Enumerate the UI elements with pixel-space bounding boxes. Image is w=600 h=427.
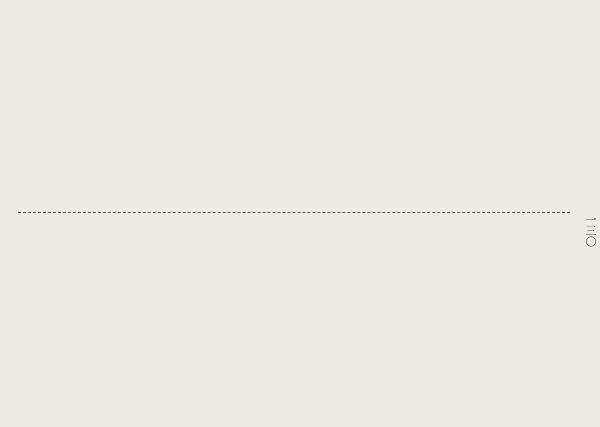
entry-column: [377, 6, 404, 210]
entry-column: [211, 6, 238, 210]
entry-column: [18, 6, 45, 210]
entry-column: [350, 6, 377, 210]
entry-column: [18, 220, 45, 420]
entry-column: [267, 6, 294, 210]
entry-column: [129, 6, 156, 210]
entry-column: [239, 6, 266, 210]
entry-column: [267, 220, 294, 420]
entry-column: [46, 6, 73, 210]
entry-column: [156, 6, 183, 210]
entry-column: [543, 6, 570, 210]
entry-column: [460, 220, 487, 420]
entry-column: [184, 220, 211, 420]
page-number: 一三〇: [584, 214, 597, 247]
entry-column: [405, 220, 432, 420]
entry-column: [515, 6, 542, 210]
entry-column: [73, 6, 100, 210]
entry-column: [73, 220, 100, 420]
entry-column: [460, 6, 487, 210]
entry-column: [184, 6, 211, 210]
entry-column: [101, 6, 128, 210]
entry-column: [515, 220, 542, 420]
entry-column: [239, 220, 266, 420]
bottom-register-band: [18, 220, 570, 420]
entry-column: [211, 220, 238, 420]
entry-column: [46, 220, 73, 420]
entry-column: [322, 6, 349, 210]
entry-column: [294, 6, 321, 210]
entry-column: [156, 220, 183, 420]
entry-column: [294, 220, 321, 420]
entry-column: [543, 220, 570, 420]
entry-column: [377, 220, 404, 420]
entry-column: [432, 220, 459, 420]
band-divider: [18, 212, 570, 213]
entry-column: [322, 220, 349, 420]
entry-column: [129, 220, 156, 420]
entry-column: [101, 220, 128, 420]
entry-column: [488, 220, 515, 420]
top-register-band: [18, 6, 570, 210]
entry-column: [432, 6, 459, 210]
entry-column: [350, 220, 377, 420]
entry-column: [405, 6, 432, 210]
entry-column: [488, 6, 515, 210]
